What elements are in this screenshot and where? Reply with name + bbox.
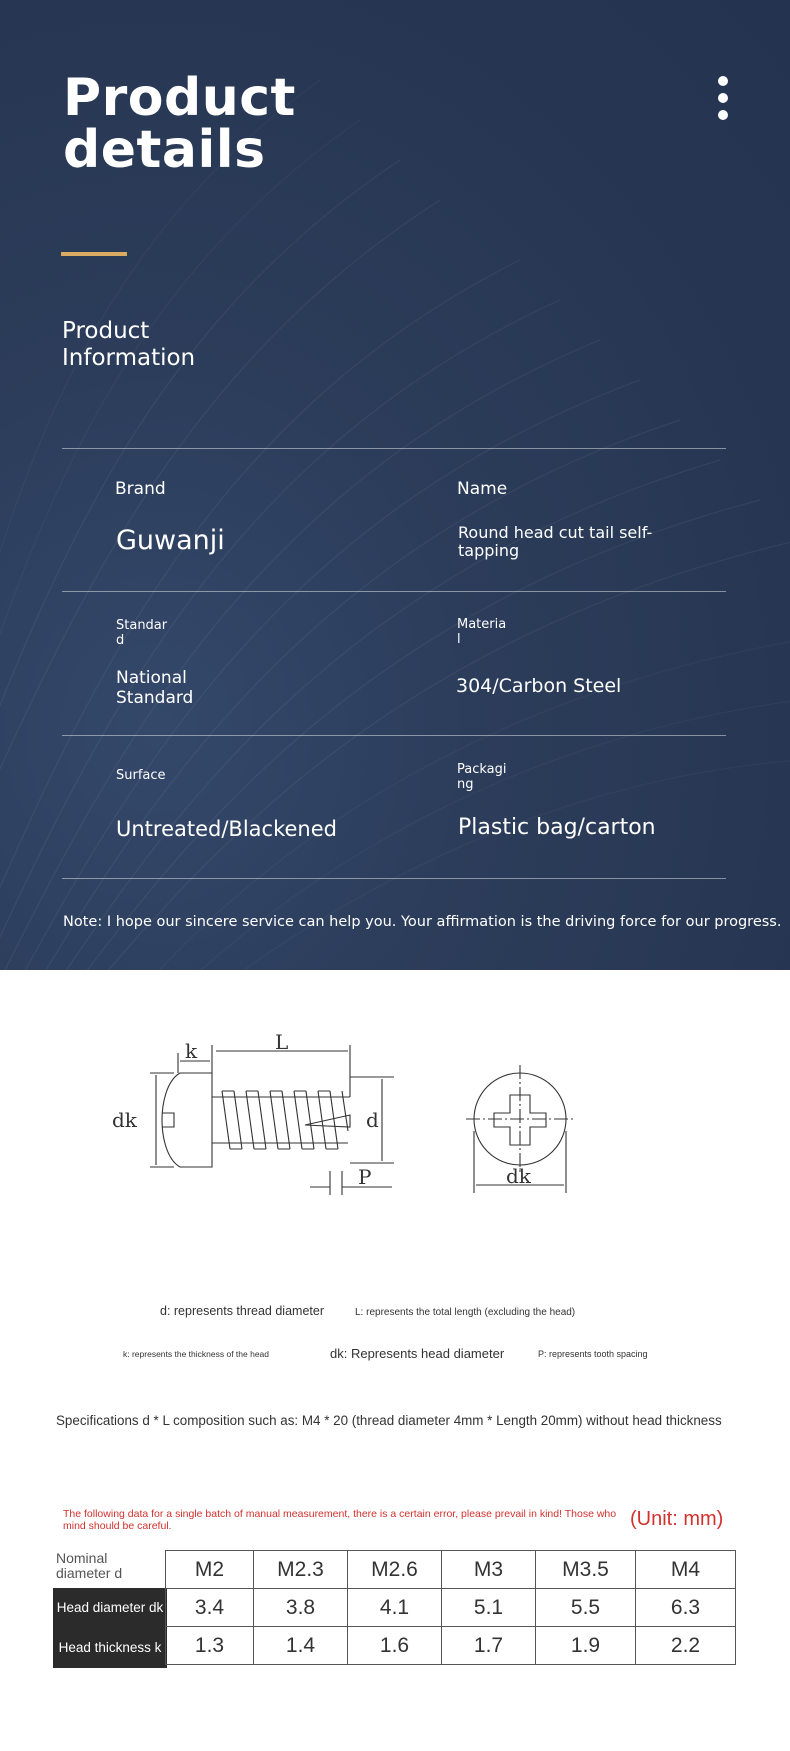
material-value: 304/Carbon Steel: [456, 675, 622, 697]
packaging-value: Plastic bag/carton: [458, 815, 656, 840]
packaging-label-line2: ng: [457, 777, 474, 792]
legend-k: k: represents the thickness of the head: [123, 1349, 270, 1359]
screw-dimension-diagram: [110, 1025, 670, 1215]
table-cell: 2.2: [636, 1627, 736, 1665]
packaging-label: [457, 762, 507, 792]
service-note: Note: I hope our sincere service can help you. Your affirmation is the driving force for our progress.: [63, 914, 782, 930]
table-cell: 1.6: [348, 1627, 442, 1665]
section-heading: [62, 318, 195, 372]
specification-note: Specifications d * L composition such as: M4 * 20 (thread diameter 4mm * Length 20mm) without head thickness: [56, 1413, 722, 1428]
dimension-table: [165, 1550, 736, 1665]
label-dk-top: dk: [506, 1164, 531, 1188]
section-heading-line1: Product: [62, 318, 150, 344]
table-cell: 1.9: [536, 1627, 636, 1665]
legend-dk: dk: Represents head diameter: [330, 1346, 505, 1361]
name-label: Name: [457, 479, 508, 499]
table-cell: 1.4: [254, 1627, 348, 1665]
standard-value-line1: National: [116, 668, 187, 688]
page-title: [63, 68, 296, 180]
brand-value: Guwanji: [116, 525, 225, 556]
table-header-row: [166, 1551, 736, 1589]
legend-P: P: represents tooth spacing: [538, 1349, 648, 1359]
divider: [62, 735, 726, 736]
brand-label: Brand: [115, 479, 166, 499]
standard-label-line1: Standar: [116, 618, 168, 633]
standard-label-line2: d: [116, 633, 125, 648]
table-row: [166, 1627, 736, 1665]
screw-head-outline: [162, 1073, 212, 1167]
surface-label: Surface: [116, 768, 166, 783]
divider: [62, 448, 726, 449]
label-d: d: [366, 1108, 379, 1132]
measurement-disclaimer: The following data for a single batch of manual measurement, there is a certain error, please prevail in kind! Those who mind should be careful.: [63, 1508, 617, 1532]
kebab-menu-icon[interactable]: [716, 76, 730, 126]
table-cell: 5.1: [442, 1589, 536, 1627]
screw-threads: [222, 1091, 350, 1149]
table-header-cell: M3.5: [536, 1551, 636, 1589]
standard-label: [116, 618, 167, 648]
material-label-line2: l: [457, 632, 461, 647]
table-cell: 4.1: [348, 1589, 442, 1627]
material-label: [457, 617, 506, 647]
standard-value: [116, 668, 193, 708]
surface-value: Untreated/Blackened: [116, 817, 337, 841]
legend-d: d: represents thread diameter: [160, 1304, 324, 1318]
label-dk-side: dk: [112, 1108, 137, 1132]
table-row: [166, 1589, 736, 1627]
table-header-cell: M3: [442, 1551, 536, 1589]
label-L: L: [275, 1030, 289, 1054]
table-cell: 6.3: [636, 1589, 736, 1627]
table-cell: 1.7: [442, 1627, 536, 1665]
row-label-head-thickness: Head thickness k: [53, 1628, 167, 1668]
nominal-diameter-label: [56, 1551, 122, 1581]
table-cell: 3.4: [166, 1589, 254, 1627]
packaging-label-line1: Packagi: [457, 762, 507, 777]
table-header-cell: M4: [636, 1551, 736, 1589]
table-cell: 3.8: [254, 1589, 348, 1627]
nominal-line1: Nominal: [56, 1550, 108, 1566]
name-value-line1: Round head cut tail self-: [458, 523, 653, 542]
nominal-line2: diameter d: [56, 1565, 123, 1581]
page-title-line1: Product: [63, 68, 296, 128]
name-value-line2: tapping: [458, 541, 520, 560]
label-P: P: [358, 1165, 372, 1189]
page-title-line2: details: [63, 120, 266, 180]
table-header-cell: M2.6: [348, 1551, 442, 1589]
accent-divider: [61, 252, 127, 256]
section-heading-line2: Information: [62, 345, 196, 371]
table-header-cell: M2: [166, 1551, 254, 1589]
row-label-head-diameter: Head diameter dk: [53, 1588, 167, 1628]
legend-L: L: represents the total length (excluding the head): [355, 1307, 576, 1318]
unit-label: (Unit: mm): [630, 1508, 724, 1530]
name-value: [458, 524, 652, 560]
divider: [62, 878, 726, 879]
label-k: k: [185, 1039, 198, 1063]
table-cell: 1.3: [166, 1627, 254, 1665]
standard-value-line2: Standard: [116, 688, 194, 708]
material-label-line1: Materia: [457, 617, 507, 632]
table-header-cell: M2.3: [254, 1551, 348, 1589]
table-cell: 5.5: [536, 1589, 636, 1627]
divider: [62, 591, 726, 592]
